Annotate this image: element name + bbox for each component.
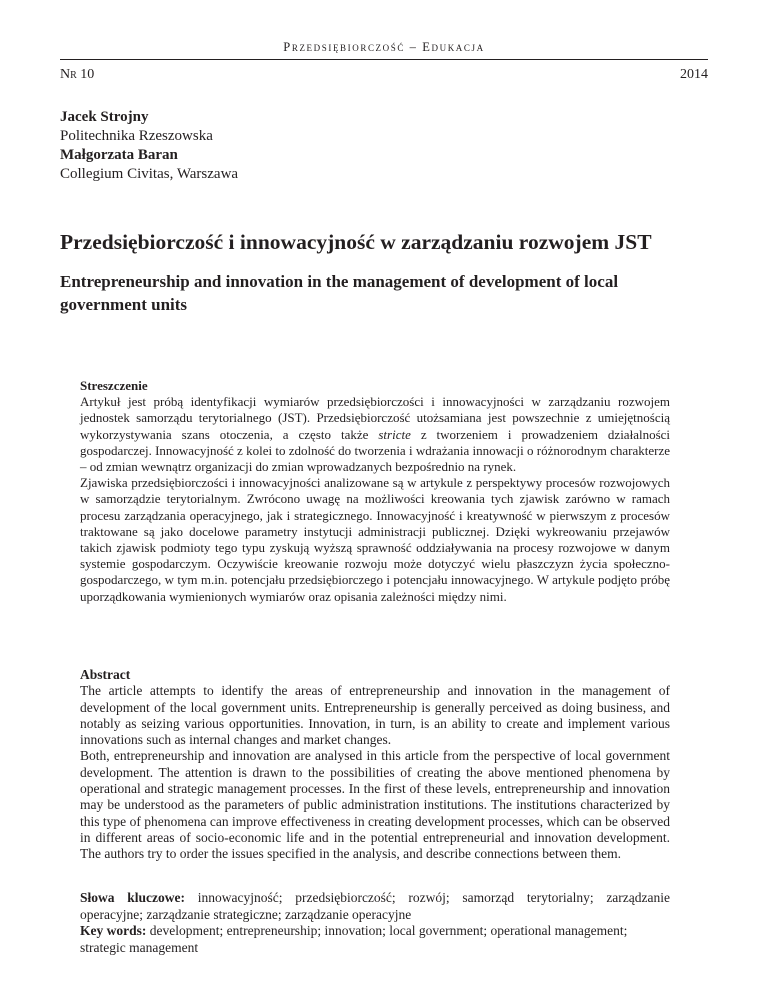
running-head: Przedsiębiorczość – Edukacja: [283, 40, 485, 54]
abstract-section: [80, 667, 670, 863]
keywords-en: [80, 923, 670, 956]
abstract-heading: Abstract: [80, 667, 131, 682]
text-run: z tworzeniem i prowadzeniem działalności gospodarczej. Innowacyjność z kolei to zdolność do tworzenia i wdrażania innowacji o różnorodnym charakterze – od zmian wewnątrz organizacji do zmian wprowadzanych bezpośrednio na rynek.: [80, 426, 671, 475]
issue-value: 10: [80, 67, 95, 82]
keywords-pl-text: innowacyjność; przedsiębiorczość; rozwój; samorząd terytorialny; zarządzanie operacyjne; zarządzanie strategiczne; zarządzanie operacyjne: [80, 890, 671, 922]
article-title: Przedsiębiorczość i innowacyjność w zarządzaniu rozwojem JST: [60, 230, 652, 254]
issue-number: [60, 67, 94, 83]
author-name: Jacek Strojny: [60, 109, 149, 125]
article-subtitle: Entrepreneurship and innovation in the management of development of local government units: [60, 272, 619, 314]
header-rule: [60, 59, 708, 60]
author-affiliation: Collegium Civitas, Warszawa: [60, 166, 239, 182]
author-affiliation: Politechnika Rzeszowska: [60, 128, 213, 144]
keywords-pl: [80, 890, 670, 923]
keywords-en-text: development; entrepreneurship; innovation; local government; operational management; strategic management: [80, 923, 628, 955]
publication-year: 2014: [680, 67, 708, 82]
keywords-section: [80, 890, 670, 956]
keywords-pl-label: Słowa kluczowe:: [80, 890, 185, 905]
text-run: Artykuł jest próbą identyfikacji wymiarów przedsiębiorczości i innowacyjności w zarządzaniu rozwojem jednostek samorządu terytorialnego (JST). Przedsiębiorczość utożsamiana jest powszechnie z umiejętnością wykorzystywania szans otoczenia, a często także: [80, 394, 670, 442]
streszczenie-section: [80, 378, 670, 605]
abstract-paragraph: The article attempts to identify the areas of entrepreneurship and innovation in the management of development of the local government units. Entrepreneurship is generally perceived as doing business, and notably as seizing various opportunities. Innovation, in turn, is an ability to create and implement various innovations such as internal changes and market changes.: [80, 683, 670, 748]
abstract-paragraph: Both, entrepreneurship and innovation are analysed in this article from the perspective of local government development. The attention is drawn to the possibilities of creating the above mentioned phenomena by operational and strategic management processes. In the first of these levels, entrepreneurship and innovation may be understood as the parameters of public administration institutions. The institutions characterized by this type of phenomena can improve effectiveness in creating development processes, which can be observed in different areas of socio-economic life and in the potential entrepreneurial and innovation development. The authors try to order the issues specified in the analysis, and describe connections between them.: [80, 748, 670, 862]
streszczenie-paragraph: Zjawiska przedsiębiorczości i innowacyjności analizowane są w artykule z perspektywy procesów rozwojowych w samorządzie terytorialnym. Zwrócono uwagę na możliwości kreowania tych zjawisk zarówno w ramach procesu zarządzania operacyjnego, jak i strategicznego. Innowacyjność i kreatywność w pierwszym z procesów traktowane są jako docelowe parametry instytucji administracji publicznej. Dzięki wykreowaniu przejawów takich zjawisk podmioty tego typu zyskują wyższą sprawność oddziaływania na procesy rozwojowe w danym systemie gospodarczym. Oczywiście kreowanie rozwoju może dotyczyć wielu płaszczyzn życia społeczno-gospodarczego, w tym m.in. potencjału przedsiębiorczego i potencjału innowacyjnego. W artykule podjęto próbę uporządkowania wymienionych wymiarów oraz opisania zależności między nimi.: [80, 475, 670, 604]
keywords-en-label: Key words:: [80, 923, 147, 938]
issue-prefix: Nr: [60, 67, 77, 82]
streszczenie-heading: Streszczenie: [80, 378, 148, 393]
author-name: Małgorzata Baran: [60, 147, 178, 163]
italic-term: stricte: [378, 426, 411, 442]
author-block: [60, 108, 238, 184]
streszczenie-paragraph: [80, 394, 670, 475]
